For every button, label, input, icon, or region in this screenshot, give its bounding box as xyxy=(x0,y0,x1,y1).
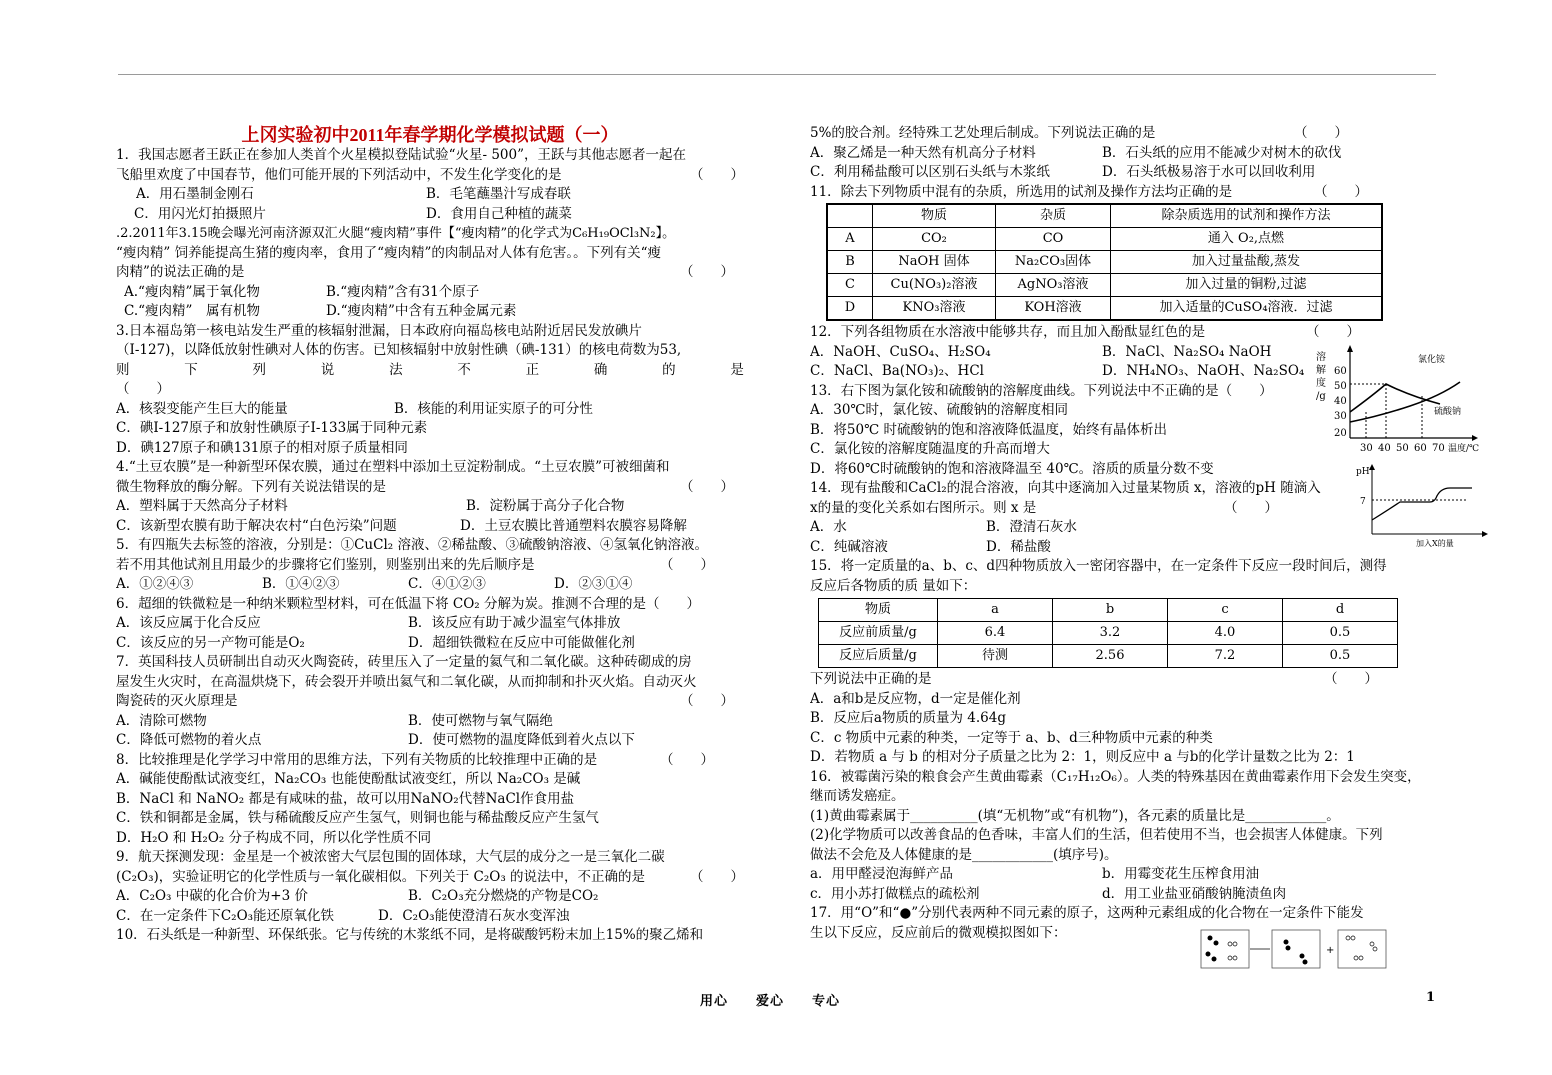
svg-text:30: 30 xyxy=(1360,443,1373,454)
q16-option-c: c．用小苏打做糕点的疏松剂 xyxy=(810,885,980,902)
q7-option-d: D．使可燃物的温度降低到着火点以下 xyxy=(408,732,635,748)
q6-option-d: D．超细铁微粒在反应中可能做催化剂 xyxy=(408,634,635,651)
q3-option-d: D．碘127原子和碘131原子的相对原子质量相同 xyxy=(116,439,408,456)
q15-option-b: B．反应后a物质的质量为 4.64g xyxy=(810,710,1006,726)
q4-blank: （ ） xyxy=(680,478,734,495)
svg-text:30: 30 xyxy=(1334,411,1347,422)
svg-text:解: 解 xyxy=(1316,365,1326,376)
q12-option-b: B．NaCl、Na₂SO₄ NaOH xyxy=(1102,343,1272,360)
svg-text:50: 50 xyxy=(1396,443,1409,454)
svg-text:7: 7 xyxy=(1360,497,1366,507)
q14-option-a: A．水 xyxy=(810,519,847,535)
q14-option-b: B．澄清石灰水 xyxy=(986,519,1077,535)
q7-line3: 陶瓷砖的灭火原理是 xyxy=(116,693,238,709)
table-row: 反应后质量/g 待测 2.56 7.2 0.5 xyxy=(819,645,1398,668)
q9-option-b: B．C₂O₃充分燃烧的产物是CO₂ xyxy=(408,888,599,904)
q10-line1: 10．石头纸是一种新型、环保纸张。它与传统的木浆纸不同，是将碳酸钙粉末加上15%的聚乙烯和 xyxy=(116,927,704,943)
q10-option-c: C．利用稀盐酸可以区别石头纸与木浆纸 xyxy=(810,164,1050,180)
page-title: 上冈实验初中2011年春学期化学模拟试题（一） xyxy=(241,125,619,145)
q8-option-c: C．铁和铜都是金属，铁与稀硫酸反应产生氢气，则铜也能与稀盐酸反应产生氢气 xyxy=(116,810,599,826)
q6-option-a: A．该反应属于化合反应 xyxy=(116,615,261,631)
svg-text:度: 度 xyxy=(1316,378,1326,389)
svg-text:硫酸钠: 硫酸钠 xyxy=(1434,407,1462,417)
solubility-graph xyxy=(1300,340,1480,460)
q14-line1: 14．现有盐酸和CaCl₂的混合溶液，向其中逐滴加入过量某物质 x，溶液的pH 随滴入 xyxy=(810,480,1321,496)
q15-line1: 15．将一定质量的a、b、c、d四种物质放入一密闭容器中，在一定条件下反应一段时间后，测得 xyxy=(810,558,1387,574)
table-row: A CO₂ CO 通入 O₂,点燃 xyxy=(827,228,1382,251)
q4-line2: 微生物释放的酶分解。下列有关说法错误的是 xyxy=(116,478,386,495)
table-row: 反应前质量/g 6.4 3.2 4.0 0.5 xyxy=(819,622,1398,645)
q15-line3: 下列说法中正确的是 xyxy=(810,671,932,687)
q13-option-b: B．将50℃ 时硫酸钠的饱和溶液降低温度，始终有晶体析出 xyxy=(810,421,1167,438)
q16-line1: 16．被霉菌污染的粮食会产生黄曲霉素（C₁₇H₁₂O₆）。人类的特殊基因在黄曲霉素作用下会发生突变， xyxy=(810,768,1421,785)
q2-option-b: B.“瘦肉精”含有31个原子 xyxy=(326,283,480,300)
q11-line1: 11．除去下列物质中混有的杂质，所选用的试剂及操作方法均正确的是 xyxy=(810,183,1233,200)
q16-option-b: b．用霉变花生压榨食用油 xyxy=(1102,866,1260,882)
q10-line2: 5%的胶合剂。经特殊工艺处理后制成。下列说法正确的是 xyxy=(810,125,1156,141)
table-row: 物质 杂质 除杂质选用的试剂和操作方法 xyxy=(827,204,1382,228)
q13-line1: 13．右下图为氯化铵和硫酸钠的溶解度曲线。下列说法中不正确的是（ ） xyxy=(810,382,1273,399)
q6-option-c: C．该反应的另一产物可能是O₂ xyxy=(116,634,305,651)
q4-option-c: C．该新型农膜有助于解决农村“白色污染”问题 xyxy=(116,517,397,534)
q16-line2: 继而诱发癌症。 xyxy=(810,788,905,804)
q16-part1: (1)黄曲霉素属于__________(填“无机物”或“有机物”)，各元素的质量比是____________。 xyxy=(810,807,1340,824)
svg-text:加入X的量: 加入X的量 xyxy=(1416,539,1454,548)
q6-option-b: B．该反应有助于减少温室气体排放 xyxy=(408,615,621,631)
q14-option-c: C．纯碱溶液 xyxy=(810,538,888,555)
svg-text:40: 40 xyxy=(1334,396,1347,407)
svg-text:50: 50 xyxy=(1334,381,1347,392)
q15-option-d: D．若物质 a 与 b 的相对分子质量之比为 2：1，则反应中 a 与b的化学计量数之比为 2：1 xyxy=(810,749,1355,765)
q9-line2: (C₂O₃)，实验证明它的化学性质与一氧化碳相似。下列关于 C₂O₃ 的说法中，不正确的是 xyxy=(116,868,646,885)
svg-text:/g: /g xyxy=(1316,391,1326,402)
q3-line3: 则 下 列 说 法 不 正 确 的 是 xyxy=(116,361,744,378)
q1-line2: 飞船里欢度了中国春节，他们可能开展的下列活动中，不发生化学变化的是 xyxy=(116,166,562,183)
q2-option-d: D.“瘦肉精”中含有五种金属元素 xyxy=(326,303,517,319)
q10-option-b: B．石头纸的应用不能减少对树木的砍伐 xyxy=(1102,144,1342,161)
q12-line1: 12．下列各组物质在水溶液中能够共存，而且加入酚酞显红色的是 xyxy=(810,324,1206,340)
q9-option-d: D．C₂O₃能使澄清石灰水变浑浊 xyxy=(378,907,570,924)
q5-blank: （ ） xyxy=(660,556,714,573)
q1-option-d: D．食用自己种植的蔬菜 xyxy=(426,205,572,222)
q7-option-b: B．使可燃物与氧气隔绝 xyxy=(408,712,553,729)
q9-blank: （ ） xyxy=(690,868,744,885)
q8-option-a: A．碱能使酚酞试液变红，Na₂CO₃ 也能使酚酞试液变红，所以 Na₂CO₃ 是碱 xyxy=(116,771,581,787)
q8-option-d: D．H₂O 和 H₂O₂ 分子构成不同，所以化学性质不同 xyxy=(116,829,432,846)
q2-blank: （ ） xyxy=(680,264,734,280)
svg-text:60: 60 xyxy=(1414,443,1427,454)
q15-option-c: C．c 物质中元素的种类，一定等于 a、b、d三种物质中元素的种类 xyxy=(810,729,1213,746)
q8-line1: 8．比较推理是化学学习中常用的思维方法，下列有关物质的比较推理中正确的是 xyxy=(116,751,598,768)
q2-option-a: A.“瘦肉精”属于氧化物 xyxy=(124,283,260,300)
q16-option-d: d．用工业盐亚硝酸钠腌渍鱼肉 xyxy=(1102,885,1287,902)
table-row: D KNO₃溶液 KOH溶液 加入适量的CuSO₄溶液．过滤 xyxy=(827,297,1382,321)
left-column xyxy=(116,124,744,946)
q2-line1: .2.2011年3.15晚会曝光河南济源双汇火腿“瘦肉精”事件【“瘦肉精”的化学式为C₆H₁₉OCl₃N₂】。 xyxy=(116,226,676,241)
q17-line1: 17．用“O”和“●”分别代表两种不同元素的原子，这两种元素组成的化合物在一定条件下能发 xyxy=(810,905,1364,921)
q6-line1: 6．超细的铁微粒是一种纳米颗粒型材料，可在低温下将 CO₂ 分解为炭。推测不合理的是（ ） xyxy=(116,595,700,612)
q7-line2: 屋发生火灾时，在高温烘烧下，砖会裂开并喷出氦气和二氧化碳，从而抑制和扑灭火焰。自动灭火 xyxy=(116,673,697,690)
q2-line3: 肉精”的说法正确的是 xyxy=(116,264,245,280)
svg-text:pH: pH xyxy=(1356,467,1370,477)
q5-option-c: C．④①②③ xyxy=(408,576,486,592)
q10-option-d: D．石头纸极易溶于水可以回收利用 xyxy=(1102,164,1316,180)
q3-blank: （ ） xyxy=(116,381,170,397)
q3-option-a: A．核裂变能产生巨大的能量 xyxy=(116,400,288,417)
page-number: 1 xyxy=(1426,990,1436,1005)
q3-line1: 3.日本福岛第一核电站发生严重的核辐射泄漏，日本政府向福岛核电站附近居民发放碘片 xyxy=(116,322,642,339)
q3-option-c: C．碘I-127原子和放射性碘原子I-133属于同种元素 xyxy=(116,420,428,436)
q8-option-b: B．NaCl 和 NaNO₂ 都是有咸味的盐，故可以用NaNO₂代替NaCl作食用盐 xyxy=(116,790,575,807)
table-row: 物质 a b c d xyxy=(819,599,1398,622)
q13-option-a: A．30℃时，氯化铵、硫酸钠的溶解度相同 xyxy=(810,402,1069,418)
q7-option-c: C．降低可燃物的着火点 xyxy=(116,732,262,748)
q10-option-a: A．聚乙烯是一种天然有机高分子材料 xyxy=(810,144,1036,161)
q5-option-a: A．①②④③ xyxy=(116,576,194,592)
q9-option-c: C．在一定条件下C₂O₃能还原氧化铁 xyxy=(116,907,335,924)
svg-text:温度/℃: 温度/℃ xyxy=(1448,444,1480,454)
q12-option-d: D．NH₄NO₃、NaOH、Na₂SO₄ xyxy=(1102,363,1305,379)
q11-table xyxy=(826,203,1383,321)
table-row: B NaOH 固体 Na₂CO₃固体 加入过量盐酸,蒸发 xyxy=(827,251,1382,274)
q13-option-d: D．将60℃时硫酸钠的饱和溶液降温至 40℃。溶质的质量分数不变 xyxy=(810,460,1214,477)
table-row: C Cu(NO₃)₂溶液 AgNO₃溶液 加入过量的铜粉,过滤 xyxy=(827,274,1382,297)
svg-text:20: 20 xyxy=(1334,428,1347,439)
q15-option-a: A．a和b是反应物，d一定是催化剂 xyxy=(810,690,1021,707)
q7-blank: （ ） xyxy=(680,693,734,709)
q2-option-c: C.“瘦肉精” 属有机物 xyxy=(124,303,260,319)
svg-text:70: 70 xyxy=(1432,443,1445,454)
q12-option-c: C．NaCl、Ba(NO₃)₂、HCl xyxy=(810,363,984,379)
ph-graph xyxy=(1350,462,1490,548)
q5-line2: 若不用其他试剂且用最少的步骤将它们鉴别，则鉴别出来的先后顺序是 xyxy=(116,556,535,573)
q11-blank: （ ） xyxy=(1314,183,1368,200)
svg-text:溶: 溶 xyxy=(1316,352,1326,363)
q12-blank: （ ） xyxy=(1306,324,1360,340)
header-rule xyxy=(118,74,1436,75)
svg-text:氯化铵: 氯化铵 xyxy=(1418,355,1446,365)
svg-text:+: + xyxy=(1326,945,1335,956)
q1-option-a: A．用石墨制金刚石 xyxy=(136,186,254,202)
right-column xyxy=(810,124,1438,943)
q4-option-a: A．塑料属于天然高分子材料 xyxy=(116,498,288,514)
q12-option-a: A．NaOH、CuSO₄、H₂SO₄ xyxy=(810,343,991,360)
q16-part2-line1: (2)化学物质可以改善食品的色香味，丰富人们的生活，但若使用不当，也会损害人体健康。下列 xyxy=(810,827,1383,843)
q4-option-d: D．土豆农膜比普通塑料农膜容易降解 xyxy=(460,517,687,534)
reaction-diagram xyxy=(1200,928,1390,970)
q4-line1: 4.“土豆农膜”是一种新型环保农膜，通过在塑料中添加土豆淀粉制成。“土豆农膜”可被细菌和 xyxy=(116,459,670,475)
q5-line1: 5．有四瓶失去标签的溶液，分别是：①CuCl₂ 溶液、②稀盐酸、③硫酸钠溶液、④氢氧化钠溶液。 xyxy=(116,537,708,553)
q7-option-a: A．清除可燃物 xyxy=(116,712,207,729)
q7-line1: 7．英国科技人员研制出自动灭火陶瓷砖，砖里压入了一定量的氦气和二氧化碳。这种砖砌成的房 xyxy=(116,654,692,670)
q14-line2: x的量的变化关系如右图所示。则 x 是 xyxy=(810,499,1037,516)
q1-line1: 1．我国志愿者王跃正在参加人类首个火星模拟登陆试验“火星- 500”，王跃与其他志愿者一起在 xyxy=(116,147,687,163)
q9-line1: 9．航天探测发现：金星是一个被浓密大气层包围的固体球，大气层的成分之一是三氧化二碳 xyxy=(116,849,665,865)
q3-line2: （I-127)，以降低放射性碘对人体的伤害。已知核辐射中放射性碘（碘-131）的核电荷数为53, xyxy=(116,342,682,358)
q5-option-b: B．①④②③ xyxy=(262,576,340,592)
page-footer: 用心 爱心 专心 xyxy=(700,994,841,1009)
q14-blank: （ ） xyxy=(1224,499,1278,516)
q4-option-b: B．淀粉属于高分子化合物 xyxy=(466,498,625,514)
q1-option-b: B．毛笔蘸墨汁写成春联 xyxy=(426,186,571,202)
q14-option-d: D．稀盐酸 xyxy=(986,538,1051,555)
q5-option-d: D．②③①④ xyxy=(554,576,633,592)
svg-text:40: 40 xyxy=(1378,443,1391,454)
q9-option-a: A．C₂O₃ 中碳的化合价为+3 价 xyxy=(116,888,308,904)
q1-blank: （ ） xyxy=(690,166,744,183)
q15-blank: （ ） xyxy=(1324,671,1378,687)
q16-part2-line2: 做法不会危及人体健康的是____________(填序号)。 xyxy=(810,846,1118,863)
q2-line2: “瘦肉精” 饲养能提高生猪的瘦肉率，食用了“瘦肉精”的肉制品对人体有危害。。下列有关“瘦 xyxy=(116,244,662,261)
q15-table xyxy=(818,598,1398,668)
q1-option-c: C．用闪光灯拍摄照片 xyxy=(134,205,266,222)
q15-line2: 反应后各物质的质 量如下： xyxy=(810,577,977,594)
q17-line2: 生以下反应，反应前后的微观模拟图如下： xyxy=(810,924,1067,941)
q16-option-a: a．用甲醛浸泡海鲜产品 xyxy=(810,866,954,882)
q3-option-b: B．核能的利用证实原子的可分性 xyxy=(394,400,593,417)
q13-option-c: C．氯化铵的溶解度随温度的升高而增大 xyxy=(810,441,1050,457)
q8-blank: （ ） xyxy=(660,751,714,768)
svg-text:60: 60 xyxy=(1334,366,1347,377)
q10-blank: （ ） xyxy=(1294,125,1348,141)
